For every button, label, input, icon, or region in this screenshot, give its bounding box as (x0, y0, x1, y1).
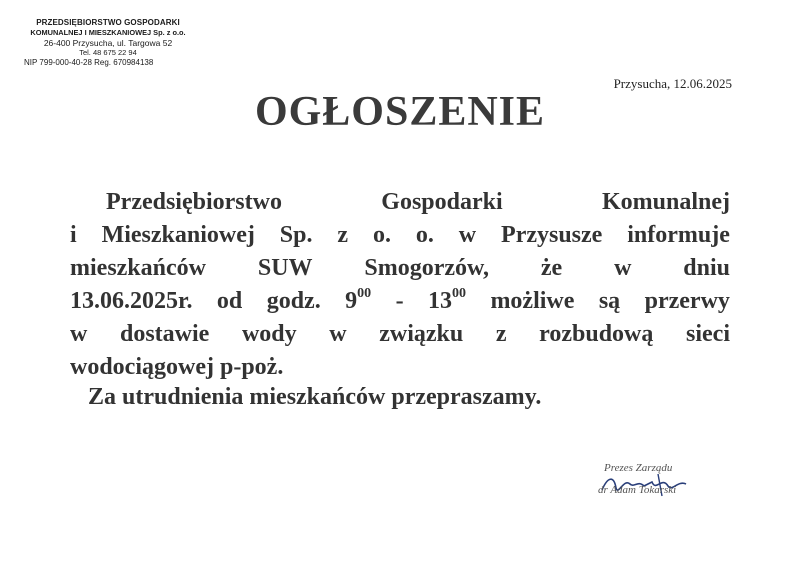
word: że (540, 255, 563, 281)
stamp-phone: Tel. 48 675 22 94 (79, 48, 137, 57)
start-time (345, 285, 371, 318)
minutes: 00 (357, 286, 372, 301)
word: Sp. (279, 222, 313, 248)
minutes: 00 (452, 286, 466, 301)
word: możliwe (490, 288, 575, 314)
outage-date: 13.06.2025r. (70, 288, 193, 314)
word: o. (415, 222, 434, 248)
hour: 13 (428, 288, 452, 314)
word: sieci (686, 321, 730, 347)
body-line-1 (70, 186, 730, 219)
page-title: OGŁOSZENIE (254, 89, 546, 135)
word: są (598, 288, 621, 314)
word: mieszkańców (70, 255, 206, 281)
body-line-4 (70, 285, 730, 318)
closing-apology: Za utrudnienia mieszkańców przepraszamy. (88, 384, 542, 410)
company-stamp (24, 18, 192, 68)
stamp-nip: NIP 799-000-40-28 Reg. 670984138 (24, 58, 154, 67)
word: Komunalnej (601, 189, 730, 215)
word: dostawie (119, 321, 210, 347)
word: w (70, 321, 88, 347)
word: Gospodarki (381, 189, 503, 215)
word: SUW (257, 255, 313, 281)
body-line-6: wodociągowej p-poż. (70, 354, 284, 380)
word: wody (241, 321, 297, 347)
word: związku (379, 321, 464, 347)
word: Smogorzów, (364, 255, 490, 281)
signatory-role: Prezes Zarządu (604, 462, 673, 474)
stamp-address: 26-400 Przysucha, ul. Targowa 52 (43, 38, 173, 48)
word: Mieszkaniowej (101, 222, 255, 248)
stamp-line: PRZEDSIĘBIORSTWO GOSPODARKI (36, 18, 180, 27)
word: o. (372, 222, 391, 248)
word: przerwy (644, 288, 730, 314)
word: rozbudową (539, 321, 654, 347)
word: - (395, 288, 404, 314)
signatory-name: dr Adam Tokarski (598, 484, 677, 496)
signature-block (596, 462, 716, 502)
word: informuje (627, 222, 730, 248)
word: z (337, 222, 349, 248)
body-line-5 (70, 318, 730, 351)
word: w (614, 255, 632, 281)
word: i (70, 222, 77, 248)
body-line-3 (70, 252, 730, 285)
word: z (495, 321, 507, 347)
end-time (428, 285, 466, 318)
hour: 9 (345, 288, 358, 314)
announcement-body (70, 186, 730, 384)
body-line-2 (70, 219, 730, 252)
document-date: Przysucha, 12.06.2025 (613, 76, 732, 91)
word: od (216, 288, 243, 314)
word: w (458, 222, 477, 248)
word: godz. (266, 288, 321, 314)
word: w (329, 321, 347, 347)
word: dniu (683, 255, 730, 281)
word: Przedsiębiorstwo (106, 189, 282, 215)
stamp-line: KOMUNALNEJ I MIESZKANIOWEJ Sp. z o.o. (30, 28, 186, 37)
word: Przysusze (501, 222, 603, 248)
